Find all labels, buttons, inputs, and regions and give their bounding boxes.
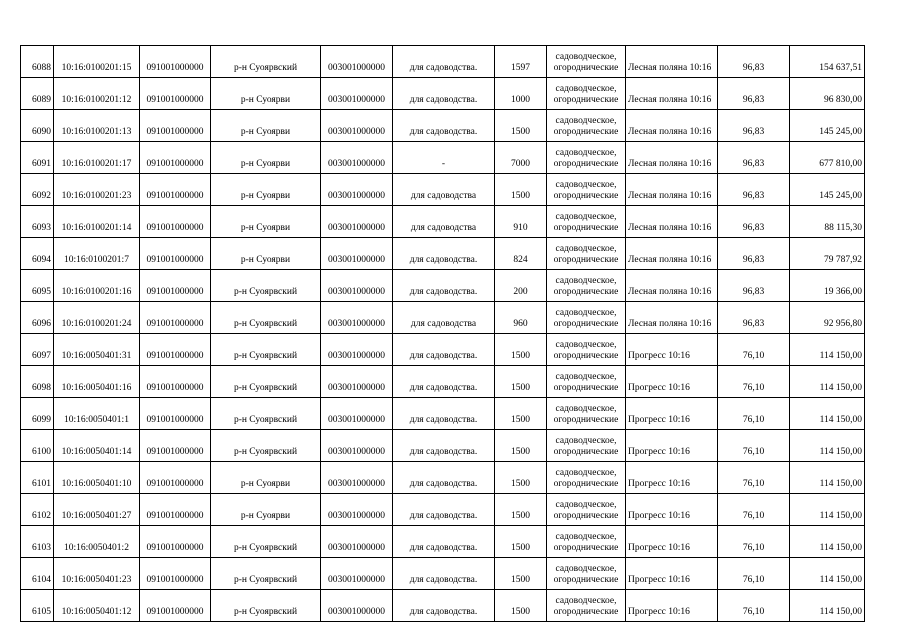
oktmo-cell: 003001000000 — [321, 558, 393, 590]
specific-value-cell: 96,83 — [718, 238, 790, 270]
row-number-cell: 6100 — [21, 430, 54, 462]
district-cell: р-н Суоярвский — [211, 334, 321, 366]
cadastral-value-cell: 114 150,00 — [790, 558, 865, 590]
location-cell: Лесная поляна 10:16 — [626, 78, 718, 110]
cadastral-number-cell: 10:16:0100201:7 — [54, 238, 140, 270]
okato-cell: 091001000000 — [140, 142, 211, 174]
permitted-use-cell: для садоводства. — [393, 46, 495, 78]
land-registry-table — [20, 45, 865, 622]
land-category-cell — [547, 462, 626, 494]
permitted-use-cell: для садоводства — [393, 206, 495, 238]
specific-value-cell: 76,10 — [718, 494, 790, 526]
table-row — [21, 110, 865, 142]
table-row — [21, 206, 865, 238]
cadastral-value-cell: 114 150,00 — [790, 334, 865, 366]
row-number-cell: 6101 — [21, 462, 54, 494]
okato-cell: 091001000000 — [140, 590, 211, 622]
location-cell: Прогресс 10:16 — [626, 334, 718, 366]
okato-cell: 091001000000 — [140, 494, 211, 526]
oktmo-cell: 003001000000 — [321, 494, 393, 526]
cadastral-number-cell: 10:16:0050401:16 — [54, 366, 140, 398]
oktmo-cell: 003001000000 — [321, 46, 393, 78]
oktmo-cell: 003001000000 — [321, 110, 393, 142]
land-category-cell — [547, 558, 626, 590]
land-category-line-1: садоводческое, — [555, 340, 617, 350]
land-category-line-1: садоводческое, — [555, 244, 617, 254]
location-cell: Прогресс 10:16 — [626, 430, 718, 462]
row-number-cell: 6095 — [21, 270, 54, 302]
land-category-line-2: огороднические — [553, 479, 619, 489]
oktmo-cell: 003001000000 — [321, 398, 393, 430]
land-category-cell — [547, 302, 626, 334]
cadastral-number-cell: 10:16:0050401:14 — [54, 430, 140, 462]
oktmo-cell: 003001000000 — [321, 430, 393, 462]
land-category-line-2: огороднические — [553, 191, 619, 201]
area-sqm-cell: 1500 — [495, 558, 547, 590]
district-cell: р-н Суоярви — [211, 238, 321, 270]
cadastral-value-cell: 114 150,00 — [790, 462, 865, 494]
land-category-cell — [547, 174, 626, 206]
oktmo-cell: 003001000000 — [321, 590, 393, 622]
oktmo-cell: 003001000000 — [321, 206, 393, 238]
location-cell: Прогресс 10:16 — [626, 558, 718, 590]
permitted-use-cell: для садоводства. — [393, 334, 495, 366]
land-category-line-1: садоводческое, — [555, 596, 617, 606]
location-cell: Прогресс 10:16 — [626, 590, 718, 622]
permitted-use-cell: для садоводства. — [393, 110, 495, 142]
location-cell: Прогресс 10:16 — [626, 462, 718, 494]
cadastral-value-cell: 114 150,00 — [790, 430, 865, 462]
specific-value-cell: 96,83 — [718, 78, 790, 110]
cadastral-number-cell: 10:16:0100201:15 — [54, 46, 140, 78]
permitted-use-cell: для садоводства. — [393, 558, 495, 590]
row-number-cell: 6099 — [21, 398, 54, 430]
land-category-line-2: огороднические — [553, 543, 619, 553]
oktmo-cell: 003001000000 — [321, 174, 393, 206]
cadastral-number-cell: 10:16:0100201:17 — [54, 142, 140, 174]
permitted-use-cell: - — [393, 142, 495, 174]
location-cell: Лесная поляна 10:16 — [626, 174, 718, 206]
okato-cell: 091001000000 — [140, 270, 211, 302]
location-cell: Лесная поляна 10:16 — [626, 270, 718, 302]
district-cell: р-н Суоярви — [211, 206, 321, 238]
okato-cell: 091001000000 — [140, 366, 211, 398]
cadastral-value-cell: 19 366,00 — [790, 270, 865, 302]
row-number-cell: 6103 — [21, 526, 54, 558]
specific-value-cell: 76,10 — [718, 526, 790, 558]
table-row — [21, 590, 865, 622]
specific-value-cell: 96,83 — [718, 302, 790, 334]
land-category-cell — [547, 238, 626, 270]
land-category-line-2: огороднические — [553, 255, 619, 265]
land-category-line-2: огороднические — [553, 607, 619, 617]
permitted-use-cell: для садоводства. — [393, 238, 495, 270]
land-category-cell — [547, 398, 626, 430]
land-category-cell — [547, 526, 626, 558]
land-category-line-1: садоводческое, — [555, 564, 617, 574]
permitted-use-cell: для садоводства. — [393, 78, 495, 110]
area-sqm-cell: 1597 — [495, 46, 547, 78]
oktmo-cell: 003001000000 — [321, 334, 393, 366]
cadastral-number-cell: 10:16:0050401:12 — [54, 590, 140, 622]
land-category-cell — [547, 78, 626, 110]
district-cell: р-н Суоярви — [211, 174, 321, 206]
land-category-line-2: огороднические — [553, 159, 619, 169]
row-number-cell: 6098 — [21, 366, 54, 398]
row-number-cell: 6102 — [21, 494, 54, 526]
cadastral-number-cell: 10:16:0050401:1 — [54, 398, 140, 430]
cadastral-value-cell: 154 637,51 — [790, 46, 865, 78]
oktmo-cell: 003001000000 — [321, 270, 393, 302]
location-cell: Лесная поляна 10:16 — [626, 110, 718, 142]
cadastral-number-cell: 10:16:0100201:24 — [54, 302, 140, 334]
location-cell: Прогресс 10:16 — [626, 398, 718, 430]
specific-value-cell: 76,10 — [718, 590, 790, 622]
cadastral-number-cell: 10:16:0050401:23 — [54, 558, 140, 590]
land-category-line-1: садоводческое, — [555, 84, 617, 94]
land-category-line-2: огороднические — [553, 319, 619, 329]
land-category-line-1: садоводческое, — [555, 148, 617, 158]
cadastral-value-cell: 114 150,00 — [790, 366, 865, 398]
okato-cell: 091001000000 — [140, 334, 211, 366]
permitted-use-cell: для садоводства. — [393, 590, 495, 622]
cadastral-number-cell: 10:16:0100201:12 — [54, 78, 140, 110]
location-cell: Лесная поляна 10:16 — [626, 142, 718, 174]
permitted-use-cell: для садоводства. — [393, 366, 495, 398]
permitted-use-cell: для садоводства — [393, 174, 495, 206]
cadastral-value-cell: 88 115,30 — [790, 206, 865, 238]
specific-value-cell: 96,83 — [718, 206, 790, 238]
row-number-cell: 6090 — [21, 110, 54, 142]
okato-cell: 091001000000 — [140, 174, 211, 206]
area-sqm-cell: 1500 — [495, 398, 547, 430]
table-row — [21, 302, 865, 334]
row-number-cell: 6094 — [21, 238, 54, 270]
land-category-line-2: огороднические — [553, 575, 619, 585]
district-cell: р-н Суоярви — [211, 142, 321, 174]
cadastral-value-cell: 145 245,00 — [790, 174, 865, 206]
location-cell: Прогресс 10:16 — [626, 494, 718, 526]
area-sqm-cell: 1500 — [495, 462, 547, 494]
location-cell: Прогресс 10:16 — [626, 366, 718, 398]
land-category-line-2: огороднические — [553, 127, 619, 137]
cadastral-value-cell: 677 810,00 — [790, 142, 865, 174]
table-body — [21, 46, 865, 622]
land-category-line-2: огороднические — [553, 351, 619, 361]
area-sqm-cell: 1500 — [495, 174, 547, 206]
specific-value-cell: 76,10 — [718, 334, 790, 366]
land-category-line-1: садоводческое, — [555, 404, 617, 414]
table-row — [21, 270, 865, 302]
cadastral-number-cell: 10:16:0100201:23 — [54, 174, 140, 206]
area-sqm-cell: 1500 — [495, 494, 547, 526]
okato-cell: 091001000000 — [140, 430, 211, 462]
table-row — [21, 430, 865, 462]
specific-value-cell: 76,10 — [718, 366, 790, 398]
area-sqm-cell: 1500 — [495, 110, 547, 142]
specific-value-cell: 96,83 — [718, 46, 790, 78]
okato-cell: 091001000000 — [140, 302, 211, 334]
okato-cell: 091001000000 — [140, 398, 211, 430]
okato-cell: 091001000000 — [140, 462, 211, 494]
district-cell: р-н Суоярви — [211, 78, 321, 110]
row-number-cell: 6088 — [21, 46, 54, 78]
cadastral-value-cell: 92 956,80 — [790, 302, 865, 334]
land-category-cell — [547, 206, 626, 238]
oktmo-cell: 003001000000 — [321, 142, 393, 174]
row-number-cell: 6091 — [21, 142, 54, 174]
cadastral-value-cell: 114 150,00 — [790, 590, 865, 622]
cadastral-number-cell: 10:16:0100201:14 — [54, 206, 140, 238]
area-sqm-cell: 200 — [495, 270, 547, 302]
permitted-use-cell: для садоводства. — [393, 526, 495, 558]
land-category-line-1: садоводческое, — [555, 468, 617, 478]
land-category-line-2: огороднические — [553, 223, 619, 233]
district-cell: р-н Суоярви — [211, 494, 321, 526]
table-row — [21, 174, 865, 206]
specific-value-cell: 76,10 — [718, 430, 790, 462]
location-cell: Лесная поляна 10:16 — [626, 302, 718, 334]
permitted-use-cell: для садоводства — [393, 302, 495, 334]
area-sqm-cell: 1500 — [495, 590, 547, 622]
okato-cell: 091001000000 — [140, 110, 211, 142]
land-category-line-1: садоводческое, — [555, 180, 617, 190]
cadastral-value-cell: 114 150,00 — [790, 494, 865, 526]
specific-value-cell: 76,10 — [718, 398, 790, 430]
table-row — [21, 78, 865, 110]
district-cell: р-н Суоярвский — [211, 46, 321, 78]
land-category-line-2: огороднические — [553, 511, 619, 521]
table-row — [21, 494, 865, 526]
land-category-line-1: садоводческое, — [555, 308, 617, 318]
land-category-line-2: огороднические — [553, 287, 619, 297]
oktmo-cell: 003001000000 — [321, 238, 393, 270]
table-row — [21, 558, 865, 590]
land-category-cell — [547, 590, 626, 622]
area-sqm-cell: 960 — [495, 302, 547, 334]
row-number-cell: 6104 — [21, 558, 54, 590]
okato-cell: 091001000000 — [140, 46, 211, 78]
land-category-cell — [547, 366, 626, 398]
oktmo-cell: 003001000000 — [321, 302, 393, 334]
cadastral-number-cell: 10:16:0100201:16 — [54, 270, 140, 302]
land-category-cell — [547, 142, 626, 174]
land-category-cell — [547, 430, 626, 462]
area-sqm-cell: 824 — [495, 238, 547, 270]
cadastral-value-cell: 114 150,00 — [790, 398, 865, 430]
oktmo-cell: 003001000000 — [321, 366, 393, 398]
land-category-line-1: садоводческое, — [555, 372, 617, 382]
cadastral-value-cell: 145 245,00 — [790, 110, 865, 142]
cadastral-value-cell: 79 787,92 — [790, 238, 865, 270]
land-category-line-1: садоводческое, — [555, 532, 617, 542]
row-number-cell: 6105 — [21, 590, 54, 622]
land-category-line-1: садоводческое, — [555, 116, 617, 126]
cadastral-number-cell: 10:16:0050401:27 — [54, 494, 140, 526]
cadastral-number-cell: 10:16:0100201:13 — [54, 110, 140, 142]
cadastral-number-cell: 10:16:0050401:2 — [54, 526, 140, 558]
land-category-cell — [547, 334, 626, 366]
district-cell: р-н Суоярвский — [211, 526, 321, 558]
land-category-cell — [547, 270, 626, 302]
table-row — [21, 334, 865, 366]
table-row — [21, 142, 865, 174]
okato-cell: 091001000000 — [140, 526, 211, 558]
cadastral-number-cell: 10:16:0050401:10 — [54, 462, 140, 494]
specific-value-cell: 96,83 — [718, 142, 790, 174]
district-cell: р-н Суоярвский — [211, 558, 321, 590]
land-category-line-1: садоводческое, — [555, 212, 617, 222]
area-sqm-cell: 1500 — [495, 526, 547, 558]
land-category-cell — [547, 46, 626, 78]
location-cell: Прогресс 10:16 — [626, 526, 718, 558]
oktmo-cell: 003001000000 — [321, 462, 393, 494]
district-cell: р-н Суоярвский — [211, 430, 321, 462]
table-row — [21, 46, 865, 78]
area-sqm-cell: 1500 — [495, 366, 547, 398]
district-cell: р-н Суоярвский — [211, 590, 321, 622]
cadastral-value-cell: 96 830,00 — [790, 78, 865, 110]
table-row — [21, 526, 865, 558]
land-category-line-2: огороднические — [553, 447, 619, 457]
specific-value-cell: 96,83 — [718, 174, 790, 206]
permitted-use-cell: для садоводства. — [393, 430, 495, 462]
okato-cell: 091001000000 — [140, 78, 211, 110]
oktmo-cell: 003001000000 — [321, 526, 393, 558]
table-row — [21, 462, 865, 494]
land-category-line-1: садоводческое, — [555, 276, 617, 286]
district-cell: р-н Суоярвский — [211, 270, 321, 302]
district-cell: р-н Суоярвский — [211, 398, 321, 430]
land-category-line-1: садоводческое, — [555, 436, 617, 446]
location-cell: Лесная поляна 10:16 — [626, 238, 718, 270]
permitted-use-cell: для садоводства. — [393, 494, 495, 526]
land-category-line-2: огороднические — [553, 63, 619, 73]
district-cell: р-н Суоярвский — [211, 302, 321, 334]
land-category-cell — [547, 494, 626, 526]
row-number-cell: 6092 — [21, 174, 54, 206]
permitted-use-cell: для садоводства. — [393, 270, 495, 302]
okato-cell: 091001000000 — [140, 558, 211, 590]
specific-value-cell: 96,83 — [718, 270, 790, 302]
district-cell: р-н Суоярви — [211, 110, 321, 142]
location-cell: Лесная поляна 10:16 — [626, 206, 718, 238]
specific-value-cell: 96,83 — [718, 110, 790, 142]
permitted-use-cell: для садоводства. — [393, 398, 495, 430]
land-category-line-1: садоводческое, — [555, 500, 617, 510]
table-row — [21, 398, 865, 430]
specific-value-cell: 76,10 — [718, 462, 790, 494]
land-category-line-2: огороднические — [553, 95, 619, 105]
area-sqm-cell: 1000 — [495, 78, 547, 110]
land-category-cell — [547, 110, 626, 142]
cadastral-number-cell: 10:16:0050401:31 — [54, 334, 140, 366]
row-number-cell: 6089 — [21, 78, 54, 110]
oktmo-cell: 003001000000 — [321, 78, 393, 110]
area-sqm-cell: 1500 — [495, 430, 547, 462]
land-category-line-2: огороднические — [553, 415, 619, 425]
land-category-line-2: огороднические — [553, 383, 619, 393]
area-sqm-cell: 1500 — [495, 334, 547, 366]
table-row — [21, 238, 865, 270]
area-sqm-cell: 910 — [495, 206, 547, 238]
cadastral-value-cell: 114 150,00 — [790, 526, 865, 558]
specific-value-cell: 76,10 — [718, 558, 790, 590]
land-category-line-1: садоводческое, — [555, 52, 617, 62]
district-cell: р-н Суоярвский — [211, 366, 321, 398]
location-cell: Лесная поляна 10:16 — [626, 46, 718, 78]
row-number-cell: 6096 — [21, 302, 54, 334]
row-number-cell: 6097 — [21, 334, 54, 366]
permitted-use-cell: для садоводства. — [393, 462, 495, 494]
table-row — [21, 366, 865, 398]
area-sqm-cell: 7000 — [495, 142, 547, 174]
okato-cell: 091001000000 — [140, 238, 211, 270]
row-number-cell: 6093 — [21, 206, 54, 238]
okato-cell: 091001000000 — [140, 206, 211, 238]
district-cell: р-н Суоярви — [211, 462, 321, 494]
